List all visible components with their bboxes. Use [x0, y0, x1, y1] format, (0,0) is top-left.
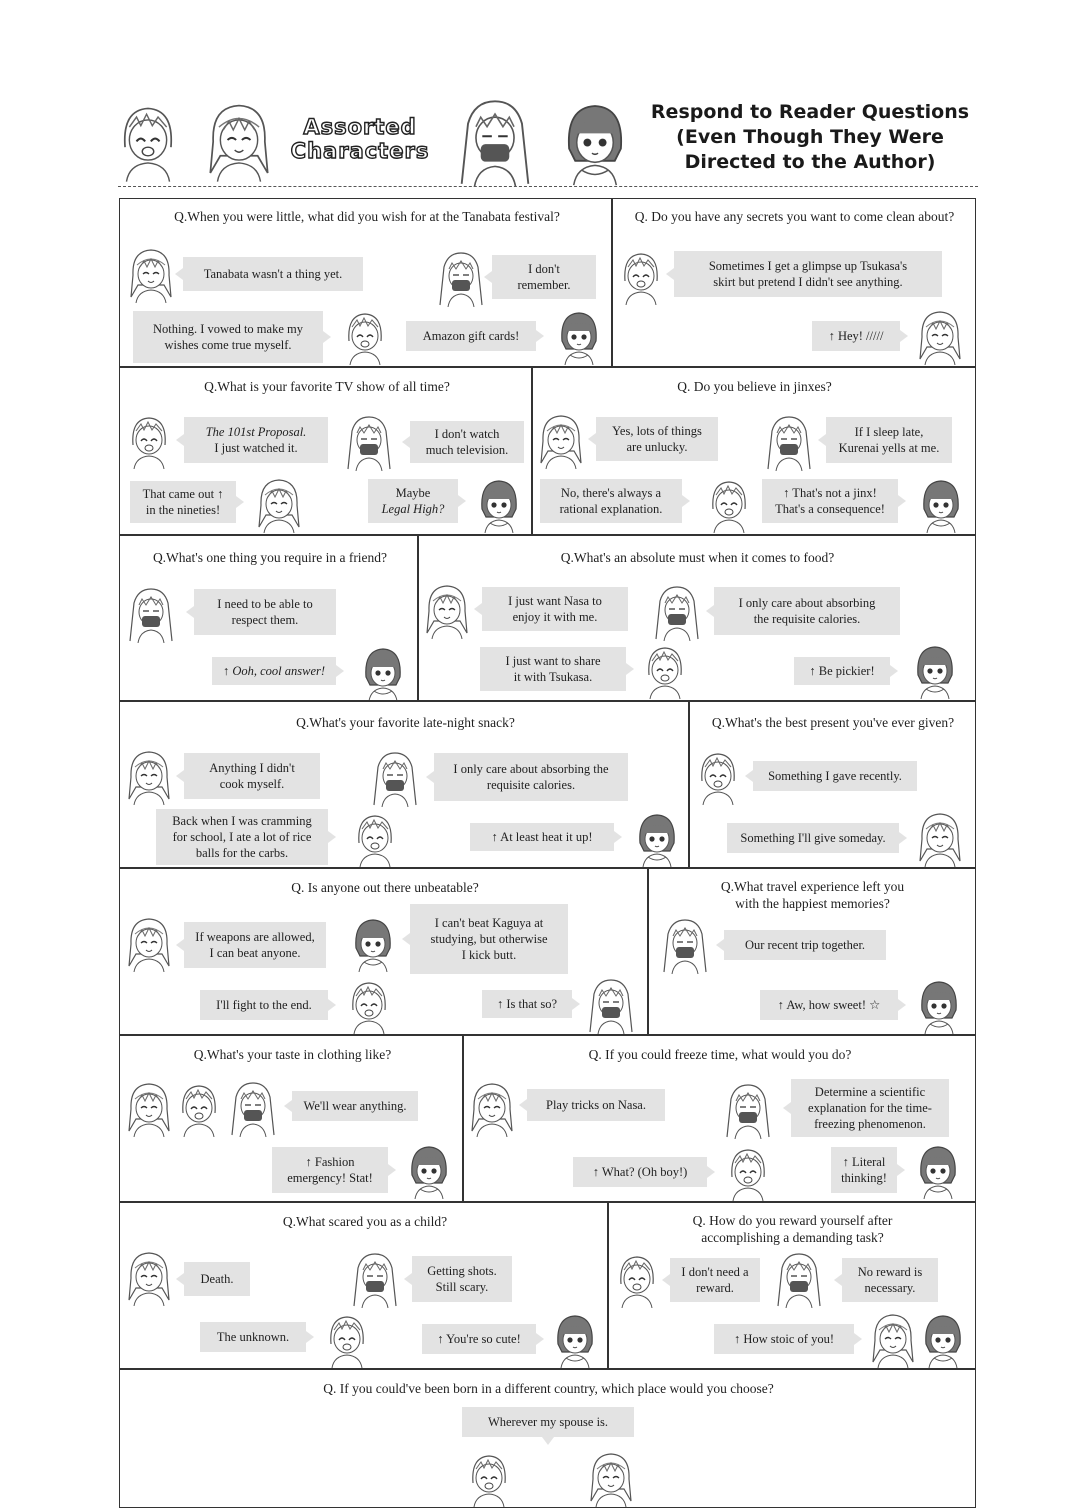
question-text: Q. Do you have any secrets you want to come clean about? [634, 209, 955, 224]
speech-bubble: I only care about absorbing the requisite calories. [714, 587, 900, 635]
chitose-icon [766, 413, 812, 471]
speech-bubble: Determine a scientific explanation for the time- freezing phenomenon. [791, 1079, 949, 1137]
tsukasa-icon [256, 475, 302, 533]
title-line-1: Respond to Reader Questions [650, 101, 970, 123]
tsukasa-icon [870, 1310, 916, 1368]
kaname-icon [915, 1141, 961, 1199]
speech-bubble: I need to be able to respect them. [194, 589, 336, 635]
question-text: Q.When you were little, what did you wish for at the Tanabata festival? [174, 209, 560, 224]
question-text: Q. If you could freeze time, what would you do? [588, 1047, 852, 1062]
qa-panel-unbeatable [119, 867, 649, 1036]
qa-panel-tv-show [119, 366, 533, 536]
kaname-icon [360, 643, 406, 701]
tsukasa-icon [917, 307, 963, 365]
kaname-icon [350, 914, 396, 972]
nasa-icon [176, 1079, 222, 1137]
tsukasa-icon [126, 914, 172, 972]
logo-line-2: Characters [290, 139, 430, 163]
kaname-icon [918, 475, 964, 533]
kaname-icon [634, 809, 680, 867]
speech-bubble: I just want Nasa to enjoy it with me. [482, 587, 628, 631]
nasa-icon [706, 475, 752, 533]
speech-bubble: If I sleep late, Kurenai yells at me. [826, 417, 952, 463]
tsukasa-icon [128, 245, 174, 303]
speech-bubble: Anything I didn't cook myself. [184, 753, 320, 799]
nasa-icon [324, 1310, 370, 1368]
kaname-icon [476, 475, 522, 533]
question-text: Q.What's your favorite late-night snack? [296, 715, 515, 730]
kaname-icon [916, 976, 962, 1034]
tsukasa-icon [126, 1079, 172, 1137]
page-title [640, 100, 980, 175]
speech-bubble: Yes, lots of things are unlucky. [596, 417, 718, 461]
speech-bubble: ↑ Aw, how sweet! ☆ [760, 990, 898, 1020]
header-divider [118, 186, 978, 187]
qa-panel-secrets [611, 198, 976, 368]
kaname-icon [552, 1310, 598, 1368]
kaname-icon [406, 1141, 452, 1199]
speech-bubble: ↑ You're so cute! [422, 1324, 536, 1354]
question-text: Q.What's your taste in clothing like? [193, 1047, 392, 1062]
speech-bubble: I don't watch much television. [410, 421, 524, 463]
speech-bubble: Play tricks on Nasa. [527, 1089, 665, 1121]
qa-panel-country [119, 1368, 976, 1508]
nasa-icon [346, 976, 392, 1034]
speech-bubble: We'll wear anything. [292, 1091, 418, 1121]
chitose-icon [230, 1079, 276, 1137]
chitose-portrait [455, 95, 535, 187]
qa-panel-clothing [119, 1034, 464, 1203]
speech-bubble: ↑ Be pickier! [794, 657, 890, 685]
tsukasa-icon [424, 581, 470, 639]
chitose-icon [776, 1250, 822, 1308]
speech-bubble: ↑ At least heat it up! [470, 823, 614, 851]
speech-bubble: I'll fight to the end. [200, 990, 328, 1020]
question-text: Q. If you could've been born in a different country, which place would you choose? [323, 1381, 774, 1396]
tsukasa-icon [538, 411, 584, 469]
speech-bubble: ↑ What? (Oh boy!) [573, 1157, 707, 1187]
nasa-icon [695, 747, 741, 805]
question-text: Q.What's an absolute must when it comes to food? [560, 550, 835, 565]
speech-bubble: The unknown. [200, 1322, 306, 1352]
chitose-icon [725, 1081, 771, 1139]
speech-bubble: Back when I was cramming for school, I ate a lot of rice balls for the carbs. [156, 809, 328, 865]
speech-bubble: No reward is necessary. [842, 1258, 938, 1302]
nasa-icon [725, 1143, 771, 1201]
speech-bubble: Tanabata wasn't a thing yet. [183, 257, 363, 291]
speech-bubble: ↑ Is that so? [482, 990, 572, 1018]
kaname-portrait [560, 95, 630, 187]
speech-bubble: Something I'll give someday. [727, 823, 899, 853]
chitose-icon [372, 749, 418, 807]
speech-bubble: Amazon gift cards! [406, 321, 536, 351]
tsukasa-portrait [115, 95, 181, 185]
chitose-icon [346, 413, 392, 471]
qa-panel-food [417, 534, 976, 702]
question-text: Q.What scared you as a child? [282, 1214, 448, 1229]
speech-bubble: I don't remember. [492, 255, 596, 299]
speech-bubble: Maybe Legal High? [368, 479, 458, 523]
kaname-icon [556, 307, 602, 365]
qa-panel-best-present [688, 700, 976, 869]
tsukasa-portrait-2 [206, 95, 272, 185]
qa-panel-travel [647, 867, 976, 1036]
speech-bubble: ↑ Literal thinking! [831, 1147, 897, 1193]
speech-bubble: ↑ Ooh, cool answer! [212, 657, 336, 685]
kaname-icon [920, 1310, 966, 1368]
speech-bubble: I only care about absorbing the requisite calories. [434, 753, 628, 801]
chitose-icon [588, 976, 634, 1034]
logo [285, 115, 435, 163]
question-text: Q.What is your favorite TV show of all time? [204, 379, 450, 394]
header [110, 95, 980, 190]
tsukasa-icon [126, 747, 172, 805]
chitose-icon [654, 583, 700, 641]
speech-bubble: Something I gave recently. [753, 761, 917, 791]
question-text: Q.What's one thing you require in a friend? [152, 550, 388, 565]
qa-panel-jinxes [531, 366, 976, 536]
chitose-icon [662, 916, 708, 974]
qa-panel-late-night-snack [119, 700, 690, 869]
kaname-icon [912, 641, 958, 699]
nasa-icon [342, 307, 388, 365]
speech-bubble: ↑ That's not a jinx! That's a consequence! [762, 479, 898, 523]
title-line-3: Directed to the Author) [684, 151, 936, 173]
speech-bubble: I don't need a reward. [670, 1258, 760, 1302]
speech-bubble: If weapons are allowed, I can beat anyone. [184, 922, 326, 968]
question-text: Q. Do you believe in jinxes? [677, 379, 832, 394]
speech-bubble: ↑ Hey! ///// [812, 321, 900, 351]
question-text: Q.What travel experience left you with the happiest memories? [720, 879, 905, 911]
qa-panel-friend [119, 534, 419, 702]
speech-bubble: That came out ↑ in the nineties! [130, 481, 236, 523]
speech-bubble: Sometimes I get a glimpse up Tsukasa's skirt but pretend I didn't see anything. [674, 251, 942, 297]
nasa-icon [614, 1250, 660, 1308]
speech-bubble: Nothing. I vowed to make my wishes come true myself. [133, 311, 323, 363]
tsukasa-icon [588, 1449, 634, 1507]
speech-bubble: ↑ Fashion emergency! Stat! [272, 1147, 388, 1193]
nasa-icon [466, 1449, 512, 1507]
chitose-icon [438, 249, 484, 307]
question-text: Q. Is anyone out there unbeatable? [291, 880, 479, 895]
speech-bubble: The 101st Proposal. I just watched it. [184, 417, 328, 463]
speech-bubble: Our recent trip together. [724, 930, 886, 960]
tsukasa-icon [126, 1248, 172, 1306]
title-line-2: (Even Though They Were [676, 126, 944, 148]
qa-panel-reward [607, 1201, 976, 1370]
speech-bubble: I just want to share it with Tsukasa. [480, 647, 626, 691]
speech-bubble: Wherever my spouse is. [462, 1407, 634, 1437]
logo-line-1: Assorted [303, 115, 417, 139]
nasa-icon [618, 247, 664, 305]
chitose-icon [352, 1250, 398, 1308]
tsukasa-icon [917, 809, 963, 867]
nasa-icon [352, 809, 398, 867]
speech-bubble: Getting shots. Still scary. [412, 1256, 512, 1302]
speech-bubble: Death. [184, 1262, 250, 1296]
qa-panel-freeze-time [462, 1034, 976, 1203]
chitose-icon [128, 585, 174, 643]
question-text: Q. How do you reward yourself after accomplishing a demanding task? [692, 1213, 893, 1245]
tsukasa-icon [469, 1079, 515, 1137]
nasa-icon [126, 411, 172, 469]
qa-panel-scared [119, 1201, 609, 1370]
speech-bubble: No, there's always a rational explanation. [540, 479, 682, 523]
question-text: Q.What's the best present you've ever given? [711, 715, 955, 730]
nasa-icon [642, 641, 688, 699]
speech-bubble: ↑ How stoic of you! [714, 1324, 854, 1354]
qa-panel-tanabata [119, 198, 613, 368]
speech-bubble: I can't beat Kaguya at studying, but otherwise I kick butt. [410, 904, 568, 974]
